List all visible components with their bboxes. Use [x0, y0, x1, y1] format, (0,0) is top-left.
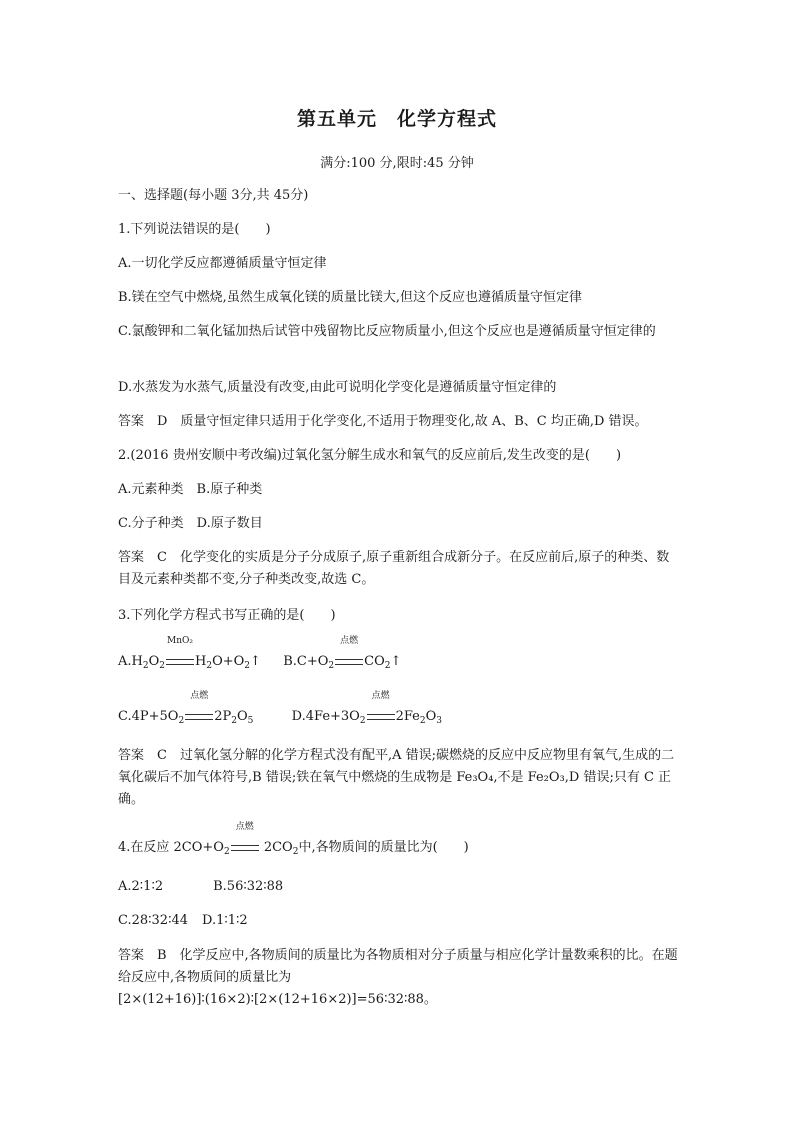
question-2-stem: 2.(2016 贵州安顺中考改编)过氧化氢分解生成水和氧气的反应前后,发生改变的是( )	[118, 448, 622, 463]
equation-b: $B.C+O_2$ 点燃 $CO_2↑$	[283, 636, 402, 671]
question-4-answer: 答案 B 化学反应中,各物质间的质量比为各物质相对分子质量与相应化学计量数乘积的比。在题给反应中,各物质间的质量比为	[118, 948, 678, 985]
question-4-calculation: [2×(12+16)]∶(16×2)∶[2×(12+16×2)]=56∶32∶88。	[118, 992, 437, 1007]
question-4-option-a: A.2∶1∶2	[118, 879, 164, 894]
page-title: 第五单元 化学方程式	[296, 108, 497, 130]
question-2-answer: 答案 C 化学变化的实质是分子分成原子,原子重新组合成新分子。在反应前后,原子的种类、数目及元素种类都不变,分子种类改变,故选 C。	[118, 550, 670, 587]
question-4-options-ab	[118, 876, 680, 898]
section-heading: 一、选择题(每小题 3分,共 45分)	[118, 188, 309, 203]
question-4-options-cd	[118, 910, 680, 932]
reaction-condition: 点燃	[367, 706, 395, 728]
equation-c: $C.4P+5O_2$ 点燃 $2P_2O_5$	[118, 691, 254, 726]
question-4-option-c: C.28∶32∶44	[118, 913, 189, 928]
reaction-condition: MnO₂	[166, 651, 194, 673]
question-3-answer: 答案 C 过氧化氢分解的化学方程式没有配平,A 错误;碳燃烧的反应中反应物里有氧气,生成的二氧化碳后不加气体符号,B 错误;铁在氧气中燃烧的生成物是 Fe₃O₄,不是 Fe₂O₃,D 错误;只有 C 正确。	[118, 748, 675, 807]
equation-d: $D.4Fe+3O_2$ 点燃 $2Fe_2O_3$	[291, 691, 442, 726]
question-1-answer: 答案 D 质量守恒定律只适用于化学变化,不适用于物理变化,故 A、B、C 均正确,D 错误。	[118, 414, 648, 429]
equation-a: $A.H_2O_2$ MnO₂ $H_2O+O_2↑$	[118, 636, 261, 671]
question-4-option-b: B.56∶32∶88	[213, 879, 284, 894]
question-4-stem: 4.在反应 $2CO+O_2$ 点燃 $2CO_2$中,各物质间的质量比为( )	[118, 822, 469, 857]
question-1-option-c: C.氯酸钾和二氧化锰加热后试管中残留物比反应物质量小,但这个反应也是遵循质量守恒定律的	[118, 324, 656, 339]
question-1-stem: 1.下列说法错误的是( )	[118, 222, 271, 237]
reaction-condition: 点燃	[335, 651, 363, 673]
question-2-options-cd: C.分子种类 D.原子数目	[118, 516, 263, 531]
question-3-options-ab	[118, 636, 680, 673]
reaction-condition: 点燃	[185, 706, 213, 728]
question-3-options-cd	[118, 691, 680, 728]
question-1-option-b: B.镁在空气中燃烧,虽然生成氧化镁的质量比镁大,但这个反应也遵循质量守恒定律	[118, 290, 582, 305]
question-2-options-ab: A.元素种类 B.原子种类	[118, 482, 263, 497]
question-1-option-a: A.一切化学反应都遵循质量守恒定律	[118, 256, 327, 271]
question-1-option-d: D.水蒸发为水蒸气,质量没有改变,由此可说明化学变化是遵循质量守恒定律的	[118, 380, 557, 395]
question-4-option-d: D.1∶1∶2	[202, 913, 248, 928]
question-3-stem: 3.下列化学方程式书写正确的是( )	[118, 608, 336, 623]
score-time-info: 满分:100 分,限时:45 分钟	[320, 156, 474, 171]
reaction-condition: 点燃	[231, 837, 259, 859]
